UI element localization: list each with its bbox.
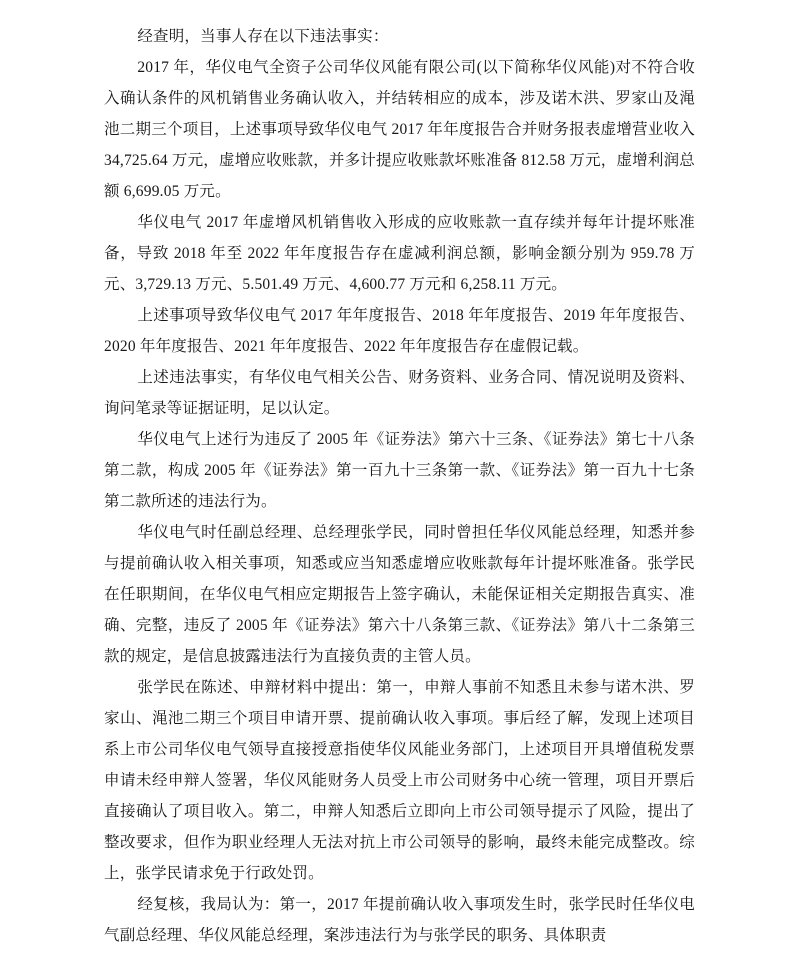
paragraph-false-records-annual-reports: 上述事项导致华仪电气 2017 年年度报告、2018 年年度报告、2019 年年度报告、2020 年年度报告、2021 年年度报告、2022 年年度报告存在虚假记载。 xyxy=(104,307,695,355)
paragraph-zhangxuemin-responsibility: 华仪电气时任副总经理、总经理张学民，同时曾担任华仪风能总经理，知悉并参与提前确认收入相关事项，知悉或应当知悉虚增应收账款每年计提坏账准备。张学民在任职期间，在华仪电气相应定期报告上签字确认，未能保证相关定期报告真实、准确、完整，违反了 2005 年《证券法》第六十八条第三款、《证券法》第八十二条第三款的规定，是信息披露违法行为直接负责的主管人员。 xyxy=(104,524,695,665)
paragraph-evidence: 上述违法事实，有华仪电气相关公告、财务资料、业务合同、情况说明及资料、询问笔录等证据证明，足以认定。 xyxy=(104,369,695,417)
paragraph-2017-revenue-inflation: 2017 年，华仪电气全资子公司华仪风能有限公司(以下简称华仪风能)对不符合收入确认条件的风机销售业务确认收入，并结转相应的成本，涉及诺木洪、罗家山及渑池二期三个项目，上述事项导致华仪电气 2017 年年度报告合并财务报表虚增营业收入 34,725.64 万元，虚增应收账款，并多计提应收账款坏账准备 812.58 万元，虚增利润总额 6,699.05 万元。 xyxy=(104,59,695,200)
paragraph-zhangxuemin-defense: 张学民在陈述、申辩材料中提出：第一，申辩人事前不知悉且未参与诺木洪、罗家山、渑池二期三个项目申请开票、提前确认收入事项。事后经了解，发现上述项目系上市公司华仪电气领导直接授意指使华仪风能业务部门，上述项目开具增值税发票申请未经申辩人签署，华仪风能财务人员受上市公司财务中心统一管理，项目开票后直接确认了项目收入。第二，申辩人知悉后立即向上市公司领导提示了风险，提出了整改要求，但作为职业经理人无法对抗上市公司领导的影响，最终未能完成整改。综上，张学民请求免于行政处罚。 xyxy=(104,679,695,882)
paragraph-intro-facts: 经查明，当事人存在以下违法事实： xyxy=(137,28,389,45)
paragraph-review-opinion: 经复核，我局认为：第一，2017 年提前确认收入事项发生时，张学民时任华仪电气副总经理、华仪风能总经理，案涉违法行为与张学民的职务、具体职责 xyxy=(104,896,695,944)
paragraph-company-violation-of-law: 华仪电气上述行为违反了 2005 年《证券法》第六十三条、《证券法》第七十八条第二款，构成 2005 年《证券法》第一百九十三条第一款、《证券法》第一百九十七条第二款所述的违法行为。 xyxy=(104,431,695,510)
paragraph-receivables-provision-impact: 华仪电气 2017 年虚增风机销售收入形成的应收账款一直存续并每年计提坏账准备，导致 2018 年至 2022 年年度报告存在虚减利润总额，影响金额分别为 959.78 万元、3,729.13 万元、5.501.49 万元、4,600.77 万元和 6,258.11 万元。 xyxy=(104,214,695,293)
